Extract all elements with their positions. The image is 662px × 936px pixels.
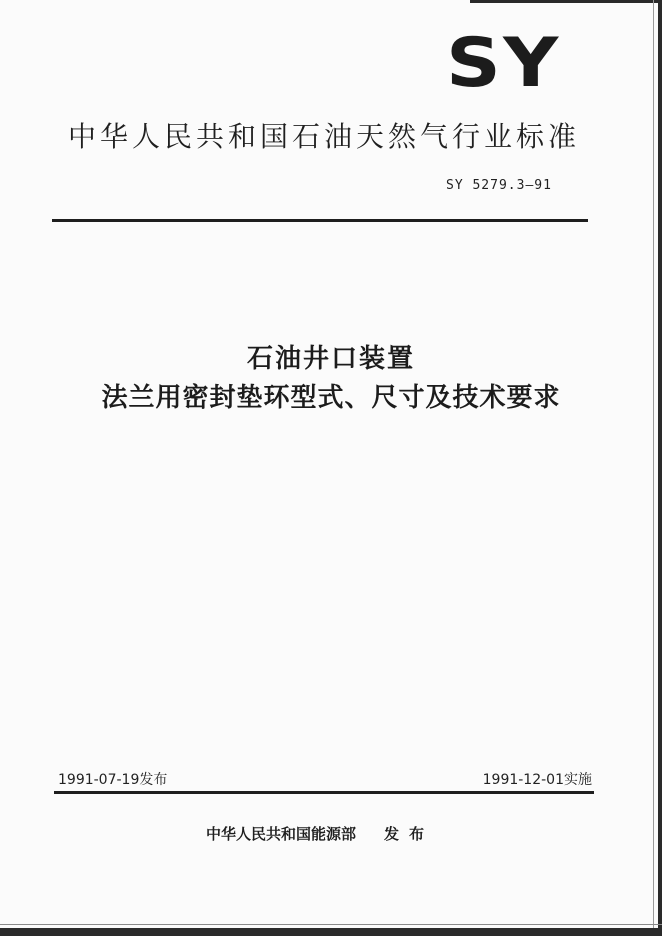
document-title (40, 340, 622, 418)
publisher-action: 发布 (384, 825, 435, 843)
publisher (206, 823, 434, 844)
title-line-1: 石油井口装置 (246, 344, 415, 374)
standard-number: SY 5279.3—91 (446, 178, 552, 193)
title-line-2: 法兰用密封垫环型式、尺寸及技术要求 (101, 383, 561, 413)
scan-edge-bottom-inner (0, 924, 662, 925)
publisher-name: 中华人民共和国能源部 (206, 825, 357, 843)
organization-title: 中华人民共和国石油天然气行业标准 (68, 120, 581, 153)
scan-edge-right-inner (653, 0, 654, 936)
scan-edge-bottom (0, 928, 662, 936)
scan-edge-right (658, 0, 662, 936)
header-divider (52, 219, 588, 222)
sy-logo: SY (446, 24, 561, 103)
issue-date: 1991-07-19发布 (58, 772, 168, 788)
scan-edge-top (470, 0, 662, 3)
implementation-date: 1991-12-01实施 (482, 772, 592, 788)
footer-divider (54, 791, 594, 794)
